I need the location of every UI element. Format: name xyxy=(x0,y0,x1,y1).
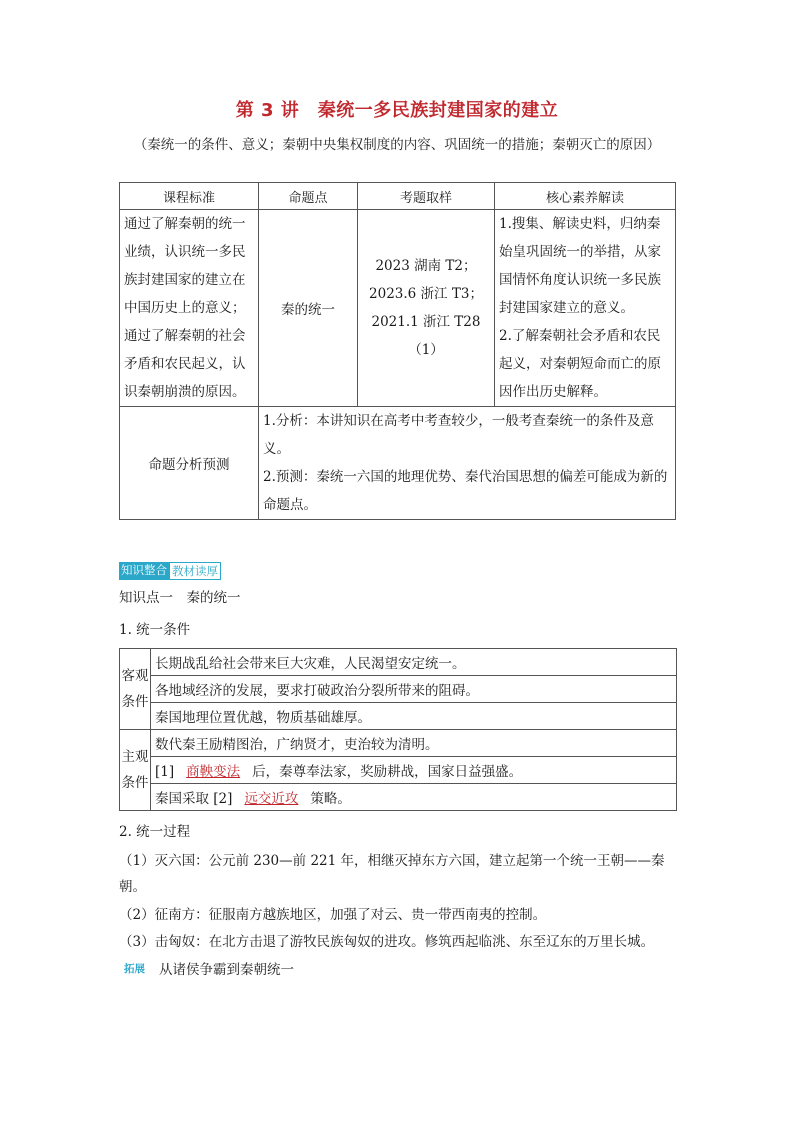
blank-number: [1] xyxy=(155,764,175,780)
header-samples: 考题取样 xyxy=(358,183,495,210)
table-row xyxy=(120,649,677,676)
section-heading: 1. 统一条件 xyxy=(119,622,191,638)
table-row xyxy=(120,407,676,520)
condition-text: 策略。 xyxy=(310,791,351,807)
knowledge-point-heading: 知识点一 秦的统一 xyxy=(119,590,241,606)
forecast-item: 2.预测：秦统一六国的地理优势、秦代治国思想的偏差可能成为新的命题点。 xyxy=(263,469,668,513)
cell-samples xyxy=(358,210,495,407)
section-heading: 2. 统一过程 xyxy=(119,824,191,840)
extension-title: 从诸侯争霸到秦朝统一 xyxy=(159,962,294,978)
extension-badge: 拓展 xyxy=(124,962,145,975)
sample-line: 2021.1 浙江 T28 xyxy=(371,314,481,330)
badge-textbook: 教材读厚 xyxy=(169,562,221,580)
process-item: （1）灭六国：公元前 230—前 221 年，相继灭掉东方六国，建立起第一个统一王朝——秦朝。 xyxy=(119,853,665,895)
cell-standard: 通过了解秦朝的统一业绩，认识统一多民族封建国家的建立在中国历史上的意义；通过了解秦朝的社会矛盾和农民起义，认识秦朝崩溃的原因。 xyxy=(120,210,259,407)
curriculum-table xyxy=(119,182,676,520)
header-literacy: 核心素养解读 xyxy=(495,183,676,210)
header-point: 命题点 xyxy=(259,183,358,210)
table-row xyxy=(120,757,677,784)
table-row xyxy=(120,210,676,407)
objective-label: 客观条件 xyxy=(120,649,151,730)
literacy-item: 2.了解秦朝社会矛盾和农民起义，对秦朝短命而亡的原因作出历史解释。 xyxy=(499,328,661,400)
cell-forecast-label: 命题分析预测 xyxy=(120,407,259,520)
process-item: （3）击匈奴：在北方击退了游牧民族匈奴的进攻。修筑西起临洮、东至辽东的万里长城。 xyxy=(119,934,655,950)
cell-forecast xyxy=(259,407,676,520)
table-row xyxy=(120,676,677,703)
table-row xyxy=(120,784,677,811)
condition-item: 秦国地理位置优越，物质基础雄厚。 xyxy=(151,703,677,730)
condition-item xyxy=(151,757,677,784)
page-title: 第 3 讲 秦统一多民族封建国家的建立 xyxy=(235,100,559,121)
sample-line: （1） xyxy=(408,342,444,358)
answer-blank: 商鞅变法 xyxy=(186,764,241,780)
header-standard: 课程标准 xyxy=(120,183,259,210)
literacy-item: 1.搜集、解读史料，归纳秦始皇巩固统一的举措，从家国情怀角度认识统一多民族封建国家建立的意义。 xyxy=(499,216,661,316)
condition-item xyxy=(151,784,677,811)
sample-line: 2023.6 浙江 T3； xyxy=(369,286,483,302)
section-badges xyxy=(119,562,221,580)
condition-item: 数代秦王励精图治，广纳贤才，吏治较为清明。 xyxy=(151,730,677,757)
condition-text: 秦国采取 [2] xyxy=(155,791,233,807)
cell-point: 秦的统一 xyxy=(259,210,358,407)
subjective-label: 主观条件 xyxy=(120,730,151,811)
table-row xyxy=(120,730,677,757)
answer-blank: 远交近攻 xyxy=(244,791,299,807)
table-header-row xyxy=(120,183,676,210)
cell-literacy xyxy=(495,210,676,407)
table-row xyxy=(120,703,677,730)
condition-text: 后，秦尊奉法家，奖励耕战，国家日益强盛。 xyxy=(252,764,523,780)
condition-item: 长期战乱给社会带来巨大灾难，人民渴望安定统一。 xyxy=(151,649,677,676)
process-item: （2）征南方：征服南方越族地区，加强了对云、贵一带西南夷的控制。 xyxy=(119,907,547,923)
extension-block xyxy=(124,958,294,978)
sample-line: 2023 湖南 T2； xyxy=(375,258,477,274)
badge-knowledge: 知识整合 xyxy=(119,562,169,580)
forecast-item: 1.分析：本讲知识在高考中考查较少，一般考查秦统一的条件及意义。 xyxy=(263,413,654,457)
condition-item: 各地域经济的发展，要求打破政治分裂所带来的阻碍。 xyxy=(151,676,677,703)
conditions-table xyxy=(119,648,677,811)
page-subtitle: （秦统一的条件、意义；秦朝中央集权制度的内容、巩固统一的措施；秦朝灭亡的原因） xyxy=(133,137,661,153)
